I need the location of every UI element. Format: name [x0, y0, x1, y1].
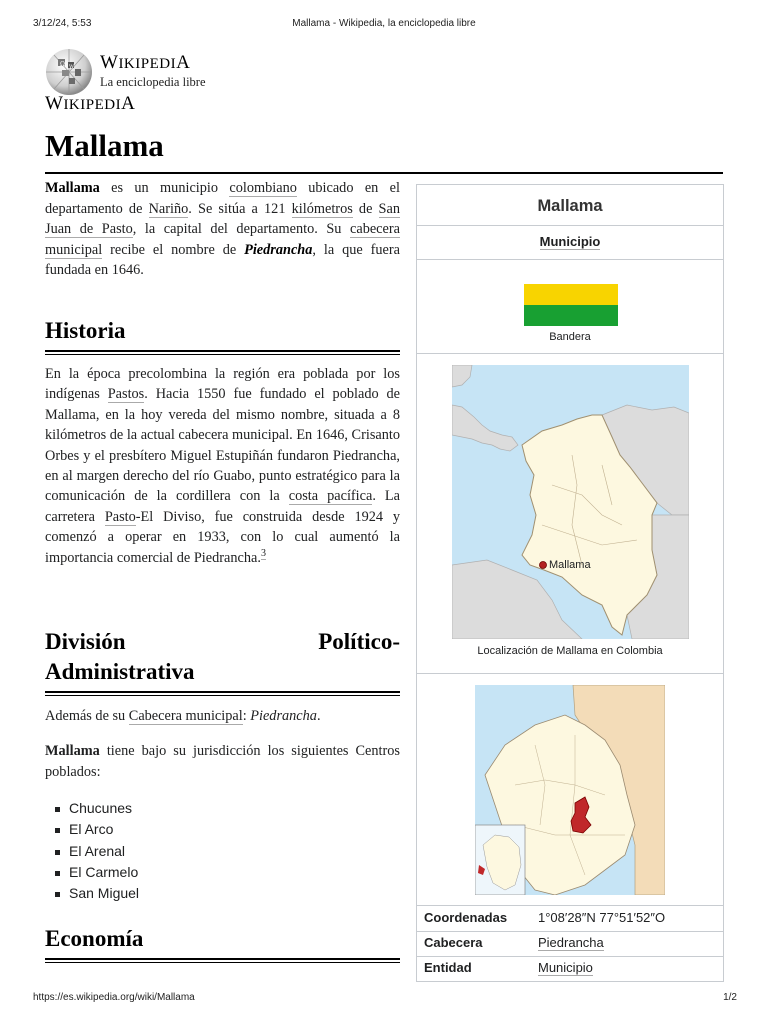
infobox-row-cabecera: Cabecera Piedrancha [424, 935, 604, 950]
intro-bold-term: Mallama [45, 180, 100, 196]
infobox-divider [417, 673, 723, 674]
flag-caption: Bandera [549, 331, 591, 343]
link-pasto[interactable]: Pasto [104, 508, 136, 525]
list-item: El Arco [45, 819, 139, 840]
colombia-location-map[interactable] [452, 365, 689, 639]
infobox-row-coordenadas: Coordenadas 1°08′28″N 77°51′52″O [424, 910, 666, 925]
article-intro: Mallama es un municipio colombiano ubicado en el departamento de Nariño. Se sitúa a 121 kilómetros de San Juan de Pasto, la capital del departamento. Su cabecera municipal recibe el nombre de Piedrancha, la que fuera fundada en 1646. [45, 180, 400, 278]
infobox-row-entidad: Entidad Municipio [424, 960, 593, 975]
wikipedia-wordmark-secondary: WIKIPEDIA [45, 93, 136, 114]
division-paragraph-2: Mallama tiene bajo su jurisdicción los siguientes Centros poblados: [45, 743, 400, 780]
map-caption: Localización de Mallama en Colombia [477, 645, 663, 657]
wikipedia-logo[interactable] [44, 46, 244, 116]
heading-division: División Político- Administrativa [45, 629, 400, 684]
list-item: El Carmelo [45, 862, 139, 883]
infobox-title: Mallama [537, 197, 603, 215]
article-title: Mallama [45, 128, 164, 163]
cabecera-link[interactable]: Piedrancha [538, 935, 604, 950]
infobox-subtitle[interactable]: Municipio [539, 234, 601, 249]
section-historia [45, 316, 400, 355]
link-narino[interactable]: Nariño [148, 200, 189, 217]
division-paragraph-1: Además de su Cabecera municipal: Piedrancha. [45, 708, 321, 724]
coordinates-link[interactable]: 1°08′28″N 77°51′52″O [538, 910, 666, 925]
centros-poblados-list [45, 798, 139, 904]
flag-stripe-yellow [524, 284, 618, 305]
list-item: San Miguel [45, 883, 139, 904]
link-san-juan-de-pasto[interactable]: San Juan de Pasto [45, 200, 400, 237]
infobox-divider [417, 353, 723, 354]
title-divider [45, 172, 723, 174]
infobox [416, 184, 724, 982]
historia-paragraph: En la época precolombina la región era poblada por los indígenas Pastos. Hacia 1550 fue fundado el poblado de Mallama, en la hoy vereda del mismo nombre, situada a 8 kilómetros de la actual cabecera municipal. En 1646, Crisanto Orbes y el presbítero Miguel Estupiñán fundaron Piedrancha, en al margen derecho del río Guabo, punto estratégico para la comunicación de la cordillera con la costa pacífica. La carretera Pasto-El Diviso, fue construida desde 1924 y comenzó a operar en 1933, con lo cual aumentó la importancia comercial de Piedrancha.$^3$ [45, 366, 401, 566]
print-page-number: 1/2 [723, 992, 737, 1003]
heading-divider [45, 350, 400, 355]
entidad-link[interactable]: Municipio [538, 960, 593, 975]
link-pastos[interactable]: Pastos [107, 386, 145, 403]
infobox-divider [417, 225, 723, 226]
link-cabecera-municipal-2[interactable]: Cabecera municipal [128, 708, 243, 724]
wikipedia-tagline: La enciclopedia libre [100, 75, 206, 89]
list-item: Chucunes [45, 798, 139, 819]
link-cabecera-municipal[interactable]: cabecera municipal [45, 221, 400, 258]
link-kilometros[interactable]: kilómetros [291, 200, 353, 217]
svg-text:Ω: Ω [60, 61, 65, 68]
svg-text:W: W [69, 64, 75, 70]
flag-image[interactable] [524, 284, 618, 326]
link-colombiano[interactable]: colombiano [229, 180, 297, 196]
print-date: 3/12/24, 5:53 [33, 18, 92, 29]
print-header [0, 18, 768, 32]
map-label-mallama: Mallama [549, 559, 591, 571]
link-costa-pacifica[interactable]: costa pacífica [288, 488, 373, 505]
list-item: El Arenal [45, 841, 139, 862]
heading-economia: Economía [45, 926, 144, 951]
intro-emphasis: Piedrancha [244, 241, 313, 258]
flag-stripe-green [524, 305, 618, 326]
print-page-title: Mallama - Wikipedia, la enciclopedia libre [292, 18, 476, 29]
heading-historia: Historia [45, 318, 126, 343]
reference-3[interactable]: 3 [260, 547, 266, 559]
infobox-divider [417, 259, 723, 260]
print-url: https://es.wikipedia.org/wiki/Mallama [33, 992, 195, 1003]
wikipedia-wordmark: WIKIPEDIA [100, 52, 191, 73]
wikipedia-globe-icon [44, 47, 94, 97]
heading-divider [45, 691, 400, 696]
section-division [45, 627, 400, 696]
narino-municipality-map[interactable] [475, 685, 665, 895]
heading-divider [45, 958, 400, 963]
section-economia [45, 924, 400, 963]
